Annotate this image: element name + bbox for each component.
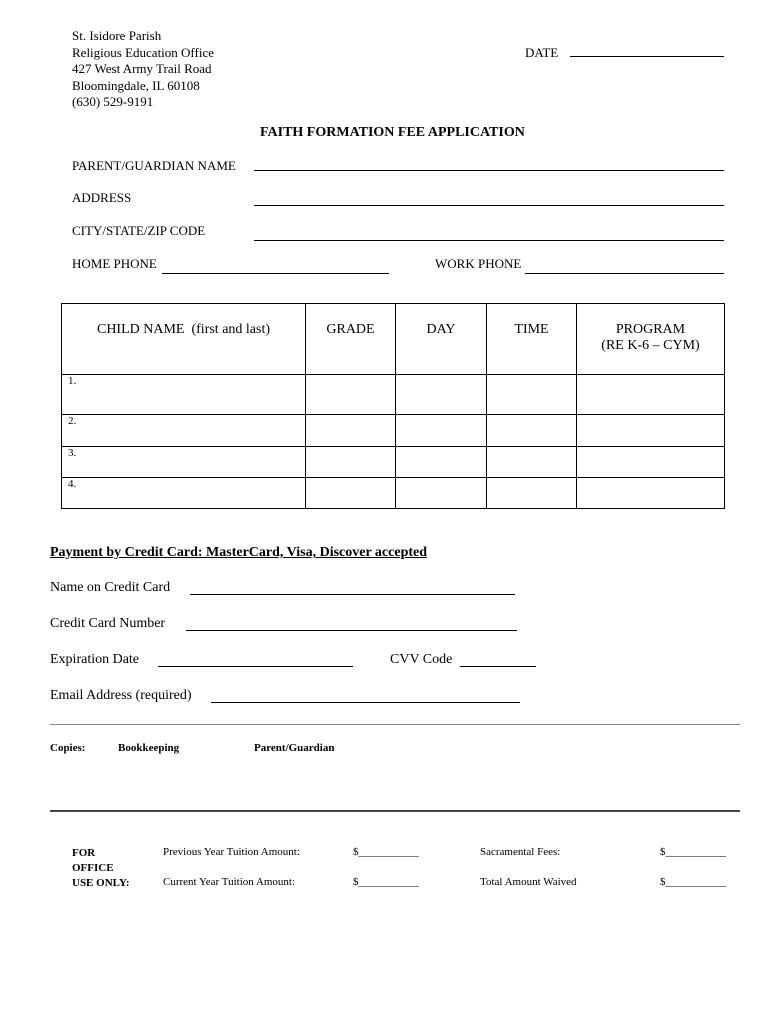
row-number[interactable]: 2. (62, 415, 306, 447)
total-waived-amount[interactable]: $___________ (660, 876, 726, 888)
divider (50, 810, 740, 812)
parent-name-field[interactable] (254, 170, 724, 171)
program-cell[interactable] (577, 478, 725, 509)
table-row (62, 478, 725, 509)
grade-cell[interactable] (306, 375, 396, 415)
expiration-field[interactable] (158, 666, 353, 667)
address-line-5: (630) 529-9191 (72, 94, 154, 109)
copies-parent: Parent/Guardian (254, 742, 335, 754)
day-header: DAY (396, 304, 487, 375)
card-number-label: Credit Card Number (50, 616, 166, 631)
address-line-2: Religious Education Office (72, 44, 215, 60)
work-phone-field[interactable] (525, 273, 724, 274)
city-state-zip-label: CITY/STATE/ZIP CODE (72, 223, 206, 238)
cvv-field[interactable] (460, 666, 536, 667)
row-number[interactable]: 1. (62, 375, 306, 415)
grade-cell[interactable] (306, 478, 396, 509)
parent-name-label: PARENT/GUARDIAN NAME (72, 158, 236, 173)
card-number-field[interactable] (186, 630, 517, 631)
table-header-row (62, 304, 725, 375)
day-cell[interactable] (396, 415, 487, 447)
city-state-zip-field[interactable] (254, 240, 724, 241)
address-line-3: 427 West Army Trail Road (72, 61, 212, 76)
date-label: DATE (525, 45, 559, 60)
address-label: ADDRESS (72, 190, 132, 205)
program-cell[interactable] (577, 415, 725, 447)
home-phone-label: HOME PHONE (72, 256, 157, 271)
home-phone-field[interactable] (162, 273, 389, 274)
office-use-label (72, 846, 130, 891)
email-field[interactable] (211, 702, 520, 703)
row-number[interactable]: 4. (62, 478, 306, 509)
table-row (62, 415, 725, 447)
address-field[interactable] (254, 205, 724, 206)
total-waived-label: Total Amount Waived (480, 876, 577, 888)
time-cell[interactable] (487, 447, 577, 478)
divider (50, 724, 740, 725)
day-cell[interactable] (396, 375, 487, 415)
table-row (62, 375, 725, 415)
form-title: FAITH FORMATION FEE APPLICATION (260, 125, 525, 140)
day-cell[interactable] (396, 478, 487, 509)
copies-label: Copies: (50, 742, 86, 754)
use-only-label: USE ONLY: (72, 877, 130, 889)
grade-header: GRADE (306, 304, 396, 375)
time-cell[interactable] (487, 415, 577, 447)
child-name-header: CHILD NAME (first and last) (62, 304, 306, 375)
prev-tuition-label: Previous Year Tuition Amount: (163, 846, 300, 858)
day-cell[interactable] (396, 447, 487, 478)
address-line-1: St. Isidore Parish (72, 28, 162, 43)
name-on-card-field[interactable] (190, 594, 515, 595)
time-header: TIME (487, 304, 577, 375)
payment-heading: Payment by Credit Card: MasterCard, Visa, Discover accepted (50, 545, 428, 560)
program-cell[interactable] (577, 447, 725, 478)
date-field[interactable] (570, 56, 724, 57)
work-phone-label: WORK PHONE (435, 256, 522, 271)
table-row (62, 447, 725, 478)
program-header: PROGRAM (RE K-6 – CYM) (577, 304, 725, 375)
sacramental-label: Sacramental Fees: (480, 846, 561, 858)
curr-tuition-amount[interactable]: $___________ (353, 876, 419, 888)
copies-bookkeeping: Bookkeeping (118, 742, 180, 754)
grade-cell[interactable] (306, 447, 396, 478)
program-cell[interactable] (577, 375, 725, 415)
address-line-4: Bloomingdale, IL 60108 (72, 77, 200, 93)
email-label: Email Address (required) (50, 688, 192, 703)
cvv-label: CVV Code (390, 652, 453, 667)
curr-tuition-label: Current Year Tuition Amount: (163, 876, 296, 888)
expiration-label: Expiration Date (50, 652, 140, 667)
time-cell[interactable] (487, 478, 577, 509)
parish-address (72, 28, 214, 111)
office-label: OFFICE (72, 862, 114, 874)
row-number[interactable]: 3. (62, 447, 306, 478)
name-on-card-label: Name on Credit Card (50, 580, 171, 595)
children-table (61, 303, 725, 509)
time-cell[interactable] (487, 375, 577, 415)
for-label: FOR (72, 847, 96, 859)
prev-tuition-amount[interactable]: $___________ (353, 846, 419, 858)
sacramental-amount[interactable]: $___________ (660, 846, 726, 858)
grade-cell[interactable] (306, 415, 396, 447)
